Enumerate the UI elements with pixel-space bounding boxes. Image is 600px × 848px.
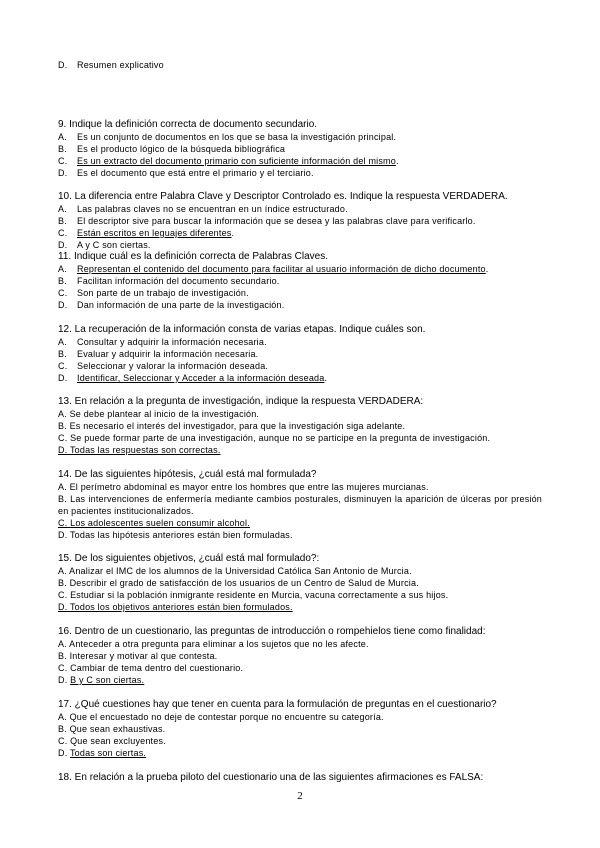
question-12-title: 12. La recuperación de la información consta de varias etapas. Indique cuáles son.: [58, 324, 426, 335]
question-11-option-a: [58, 263, 542, 275]
option-letter: C.: [58, 663, 68, 673]
option-text: Es necesario el interés del investigador, para que la investigación siga adelante.: [69, 421, 406, 431]
question-10: [58, 191, 542, 251]
option-letter: D.: [58, 373, 68, 383]
option-letter: A.: [58, 204, 67, 214]
question-10-title: 10. La diferencia entre Palabra Clave y Descriptor Controlado es. Indique la respuesta VERDADERA.: [58, 191, 508, 202]
option-letter: D.: [58, 60, 68, 70]
option-letter: C.: [58, 228, 68, 238]
question-11-option-b: [58, 275, 542, 287]
option-text: Interesar y motivar al que contesta.: [69, 651, 218, 661]
question-10-option-c: [58, 227, 542, 239]
question-16: [58, 626, 542, 686]
option-text-underlined: Están escritos en leguajes diferentes: [77, 228, 232, 238]
option-letter: D.: [58, 300, 68, 310]
question-15-title: 15. De los siguientes objetivos, ¿cuál está mal formulado?:: [58, 553, 320, 564]
option-text-tail: .: [231, 228, 235, 238]
question-15-option-b: [58, 577, 542, 589]
question-9-option-d: [58, 167, 542, 179]
question-15: [58, 553, 542, 613]
question-13-title: 13. En relación a la pregunta de investigación, indique la respuesta VERDADERA:: [58, 396, 424, 407]
option-letter: A.: [58, 482, 67, 492]
question-13-option-d: [58, 444, 542, 456]
option-letter: B.: [58, 724, 67, 734]
option-text: Dan información de una parte de la investigación.: [77, 300, 285, 310]
option-letter: C.: [58, 288, 68, 298]
option-letter: C.: [58, 518, 68, 528]
option-text-underlined: Todas son ciertas.: [69, 748, 147, 758]
question-17-title: 17. ¿Qué cuestiones hay que tener en cuenta para la formulación de preguntas en el cuestionario?: [58, 699, 497, 710]
question-17: [58, 699, 542, 759]
option-text: Es el documento que está entre el primario y el terciario.: [77, 168, 314, 178]
option-letter: C.: [58, 156, 68, 166]
option-text: Que el encuestado no deje de contestar porque no encuentre su categoría.: [69, 712, 384, 722]
option-letter: A.: [58, 337, 67, 347]
option-letter: A.: [58, 566, 67, 576]
option-text: El descriptor sive para buscar la información que se desea y las palabras clave para verificarlo.: [77, 216, 476, 226]
question-12-option-c: [58, 360, 542, 372]
option-text: Seleccionar y valorar la información deseada.: [77, 361, 269, 371]
option-letter: C.: [58, 590, 68, 600]
question-9-title: 9. Indique la definición correcta de documento secundario.: [58, 119, 318, 130]
option-text-tail: .: [485, 264, 489, 274]
question-14-option-a: [58, 481, 542, 493]
question-18-title: 18. En relación a la prueba piloto del cuestionario una de las siguientes afirmaciones es FALSA:: [58, 772, 484, 783]
option-text: Consultar y adquirir la información necesaria.: [77, 337, 267, 347]
option-text: Estudiar si la población inmigrante residente en Murcia, vacuna correctamente a sus hijos.: [70, 590, 449, 600]
question-17-option-b: [58, 723, 542, 735]
question-12-option-a: [58, 336, 542, 348]
option-text: Es el producto lógico de la búsqueda bibliográfica: [77, 144, 286, 154]
option-text: A y C son ciertas.: [77, 240, 151, 250]
question-16-option-c: [58, 662, 542, 674]
question-17-option-a: [58, 711, 542, 723]
option-text: Es un conjunto de documentos en los que se basa la investigación principal.: [77, 132, 397, 142]
option-text: Evaluar y adquirir la información necesaria.: [77, 349, 259, 359]
question-17-option-d: [58, 747, 542, 759]
option-text-underlined: Representan el contenido del documento para facilitar al usuario información de dicho documento: [77, 264, 486, 274]
option-letter: B.: [58, 144, 67, 154]
option-letter: A.: [58, 639, 67, 649]
option-text-tail: .: [324, 373, 328, 383]
option-letter: A.: [58, 712, 67, 722]
question-10-option-b: [58, 215, 542, 227]
option-text: Que sean exhaustivas.: [69, 724, 166, 734]
question-14: [58, 469, 542, 541]
option-text: Las intervenciones de enfermería mediante cambios posturales, disminuyen la aparición de úlceras por presión en pacientes institucionalizados.: [58, 494, 543, 516]
option-text-underlined: B y C son ciertas.: [70, 675, 145, 685]
question-13-option-b: [58, 420, 542, 432]
question-12-option-d: [58, 372, 542, 384]
option-letter: A.: [58, 132, 67, 142]
option-letter: C.: [58, 361, 68, 371]
option-letter: D.: [58, 530, 68, 540]
question-10-option-d: [58, 239, 542, 251]
option-text: Se puede formar parte de una investigación, aunque no se participe en la pregunta de investigación.: [70, 433, 491, 443]
question-9-option-a: [58, 131, 542, 143]
question-14-title: 14. De las siguientes hipótesis, ¿cuál está mal formulada?: [58, 469, 317, 480]
option-text: Se debe plantear al inicio de la investigación.: [69, 409, 260, 419]
option-text: Son parte de un trabajo de investigación.: [77, 288, 249, 298]
question-13-option-c: [58, 432, 542, 444]
question-16-option-b: [58, 650, 542, 662]
option-text: Anteceder a otra pregunta para eliminar a los sujetos que no les afecte.: [69, 639, 369, 649]
question-14-option-c: [58, 517, 542, 529]
option-letter: B.: [58, 494, 67, 504]
option-text: El perímetro abdominal es mayor entre los hombres que entre las mujeres murcianas.: [69, 482, 429, 492]
question-10-option-a: [58, 203, 542, 215]
question-14-option-b: [58, 493, 542, 517]
option-letter: C.: [58, 736, 68, 746]
option-text: Todas las hipótesis anteriores están bien formuladas.: [69, 530, 293, 540]
question-12-option-b: [58, 348, 542, 360]
option-letter: D.: [58, 602, 68, 612]
question-13: [58, 396, 542, 456]
option-letter: D.: [58, 240, 68, 250]
question-17-option-c: [58, 735, 542, 747]
option-text: Que sean excluyentes.: [70, 736, 166, 746]
question-11-title: 11. Indique cuál es la definición correcta de Palabras Claves.: [58, 251, 328, 262]
option-text: Facilitan información del documento secundario.: [77, 276, 280, 286]
option-text-underlined: Identificar, Seleccionar y Acceder a la información deseada: [77, 373, 325, 383]
option-letter: C.: [58, 433, 68, 443]
option-letter: B.: [58, 421, 67, 431]
option-letter: B.: [58, 276, 67, 286]
question-13-option-a: [58, 408, 542, 420]
option-text-tail: .: [395, 156, 399, 166]
page-number: 2: [297, 790, 303, 802]
option-text: Todas las respuestas son correctas.: [69, 445, 221, 455]
option-text: Todos los objetivos anteriores están bien formulados.: [69, 602, 293, 612]
question-9-option-c: [58, 155, 542, 167]
question-15-option-a: [58, 565, 542, 577]
previous-question-tail: [58, 59, 542, 71]
previous-option-d: [58, 59, 542, 71]
option-text: Las palabras claves no se encuentran en un índice estructurado.: [77, 204, 348, 214]
question-16-title: 16. Dentro de un cuestionario, las preguntas de introducción o rompehielos tiene como finalidad:: [58, 626, 486, 637]
question-18: [58, 772, 542, 784]
option-letter: B.: [58, 349, 67, 359]
option-text: Los adolescentes suelen consumir alcohol.: [70, 518, 250, 528]
option-letter: B.: [58, 651, 67, 661]
question-11-option-c: [58, 287, 542, 299]
option-letter: D.: [58, 748, 68, 758]
question-12: [58, 324, 542, 384]
option-text: Resumen explicativo: [77, 60, 164, 70]
question-14-option-d: [58, 529, 542, 541]
option-text: Cambiar de tema dentro del cuestionario.: [70, 663, 244, 673]
question-15-option-c: [58, 589, 542, 601]
question-16-option-d: [58, 674, 542, 686]
question-15-option-d: [58, 601, 542, 613]
option-letter: B.: [58, 216, 67, 226]
question-16-option-a: [58, 638, 542, 650]
option-letter: D.: [58, 168, 68, 178]
question-9: [58, 119, 542, 179]
question-11-option-d: [58, 299, 542, 311]
option-text-underlined: Es un extracto del documento primario con suficiente información del mismo: [77, 156, 396, 166]
option-text: Describir el grado de satisfacción de los usuarios de un Centro de Salud de Murcia.: [69, 578, 419, 588]
option-letter: D.: [58, 445, 68, 455]
option-letter: A.: [58, 264, 67, 274]
question-9-option-b: [58, 143, 542, 155]
option-letter: A.: [58, 409, 67, 419]
question-11: [58, 251, 542, 311]
option-letter: D.: [58, 675, 68, 685]
option-letter: B.: [58, 578, 67, 588]
option-text: Analizar el IMC de los alumnos de la Universidad Católica San Antonio de Murcia.: [69, 566, 412, 576]
